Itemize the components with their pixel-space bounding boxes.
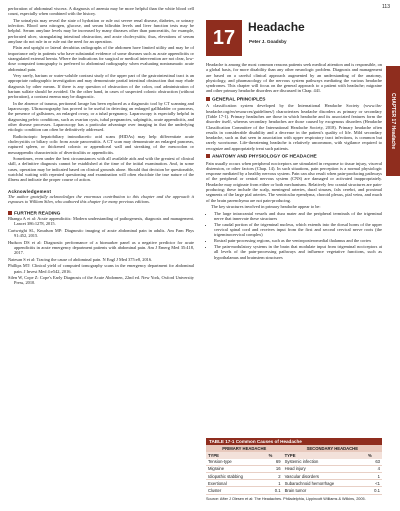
- table-cell: 1: [267, 480, 283, 487]
- table-row: [206, 487, 382, 494]
- table-cell: Migraine: [206, 465, 267, 472]
- table-cell: 16: [267, 465, 283, 472]
- section-square-icon: [8, 211, 12, 215]
- body-paragraph: The urinalysis may reveal the state of hydration or rule out severe renal disease, diabetes, or urinary infection. Blood urea nitrogen, glucose, and serum bilirubin levels and liver function tests may be helpful. Serum amylase levels may be increased by many diseases other than pancreatitis, for example, perforated ulcer, strangulating intestinal obstruction, and acute cholecystitis; thus, elevations of serum amylase do not rule in or rule out the need for an operation.: [8, 17, 194, 44]
- table-cell: Idiopathic stabbing: [206, 472, 267, 479]
- table-cell: 63: [366, 459, 382, 466]
- acknowledgement-heading: Acknowledgement: [8, 188, 52, 194]
- bullet-item: • Rostral pain-processing regions, such as the ventroposteromedial thalamus and the cortex: [214, 238, 382, 243]
- section-square-icon: [206, 154, 210, 158]
- table-cell: 0.1: [366, 487, 382, 494]
- left-column: [8, 6, 194, 287]
- table-row: [206, 472, 382, 479]
- reference-item: Phillips MT: Clinical yield of computed tomography scans in the emergency department for abdominal pain. J Invest Med 4:e542, 2016.: [8, 263, 194, 274]
- table-cell: Tension-type: [206, 459, 267, 466]
- table-grid: [206, 445, 382, 495]
- body-paragraph: perforation of abdominal viscera. A diagnosis of anemia may be more helpful than the white blood cell count, especially when combined with the history.: [8, 6, 194, 17]
- body-paragraph: Radioisotopic hepatobiliary iminodiacetic acid scans (HIDAs) may help differentiate acute cholecystitis or biliary colic from acute pancreatitis. A CT scan may demonstrate an enlarged pancreas, ruptured spleen, or thickened colonic or appendiceal wall and streaking of the mesocolon or mesoappendix characteristic of diverticulitis or appendicitis.: [8, 133, 194, 155]
- chapter-side-tab: CHAPTER 17 Headache: [386, 66, 400, 176]
- table-col-pct: %: [267, 452, 283, 459]
- table-cell: Vascular disorders: [283, 472, 366, 479]
- table-cell: 1: [366, 472, 382, 479]
- table-cell: 0.1: [267, 487, 283, 494]
- general-principles-text: A classification system developed by the International Headache Society (www.ihs-headache.org/en/resources/guidelines/) characterizes headache disorders as primary or secondary (Table 17-1). Primary headaches are those in which headache and its associated features form the disorder itself, whereas secondary headaches are those caused by exogenous disorders (Headache Classification Committee of the International Headache Society, 2018). Primary headache often results in considerable disability and a decrease in the patient's quality of life. Mild secondary headache, such as that seen in association with upper respiratory tract infections, is common but rarely worrisome. Life-threatening headache is relatively uncommon, with vigilance required to recognize and appropriately treat such patients.: [206, 103, 382, 151]
- anatomy-heading: [206, 154, 382, 160]
- table-source: Source: After J Olesen et al: The Headaches. Philadelphia, Lippincott Williams & Wilkins, 2005.: [206, 496, 366, 501]
- table-row: [206, 465, 382, 472]
- table-cell: 69: [267, 459, 283, 466]
- table-cell: 2: [267, 472, 283, 479]
- anatomy-lead: The key structures involved in primary headache appear to be:: [211, 204, 321, 210]
- table-row: [206, 480, 382, 487]
- reference-item: Hudson DS et al: Diagnostic performance of a biomarker panel as a negative predictor for acute appendicitis in acute emergency department patients with abdominal pain. Am J Emerg Med 35:418, 2017.: [8, 239, 194, 256]
- section-square-icon: [206, 97, 210, 101]
- right-column: [206, 62, 382, 261]
- table-col-type: TYPE: [283, 452, 366, 459]
- headache-causes-table: [206, 438, 382, 501]
- bullet-item: • The pain-modulatory systems in the brain that modulate input from trigeminal nociceptors at all levels of the pain-processing pathways and influence vegetative functions, such as hypothalamus and brainstem structures: [214, 244, 382, 260]
- table-cell: Systemic infection: [283, 459, 366, 466]
- body-paragraph: Very rarely, barium or water-soluble contrast study of the upper part of the gastrointestinal tract is an appropriate radiographic investigation and may demonstrate partial intestinal obstruction that may elude diagnosis by other means. If there is any question of obstruction of the colon, oral administration of barium sulfate should be avoided. On the other hand, in cases of suspected colonic obstruction (without perforation), a contrast enema may be diagnostic.: [8, 73, 194, 100]
- bullet-item: • The caudal portion of the trigeminal nucleus, which extends into the dorsal horns of the upper cervical spinal cord and receives input from the first and second cervical nerve roots (the trigeminocervical complex): [214, 222, 382, 238]
- body-paragraph: In the absence of trauma, peritoneal lavage has been replaced as a diagnostic tool by CT scanning and laparoscopy. Ultrasonography has proved to be useful in detecting an enlarged gallbladder or pancreas, the presence of gallstones, an enlarged ovary, or a tubal pregnancy. Laparoscopy is especially helpful in diagnosing pelvic conditions, such as ovarian cysts, tubal pregnancies, salpingitis, acute appendicitis, and other disease processes. Laparoscopy has a particular advantage over imaging in that the underlying etiologic condition can often be definitively addressed.: [8, 100, 194, 133]
- general-principles-heading: [206, 97, 382, 103]
- further-reading-title: FURTHER READING: [14, 210, 61, 216]
- body-paragraph: Sometimes, even under the best circumstances with all available aids and with the greatest of clinical skill, a definitive diagnosis cannot be established at the time of the initial examination. And, in some cases, operation may be indicated based on clinical grounds alone. Should that decision be questionable, watchful waiting with repeated questioning and examination will often elucidate the true nature of the illness and indicate the proper course of action.: [8, 156, 194, 183]
- table-cell: Subarachnoid hemorrhage: [283, 480, 366, 487]
- table-title: TABLE 17-1 Common Causes of Headache: [206, 438, 382, 445]
- table-cell: Cluster: [206, 487, 267, 494]
- body-paragraph: Plain and upright or lateral decubitus radiographs of the abdomen have limited utility and may be of importance only in patients who have substantial evidence of some diseases such as acute appendicitis or strangulated external hernia. Where the indications for surgical or medical intervention are not clear, low-dose computed tomography is preferred to abdominal radiography when evaluating nontraumatic acute abdominal pain.: [8, 45, 194, 72]
- table-cell: Head injury: [283, 465, 366, 472]
- anatomy-text: Pain usually occurs when peripheral nociceptors are stimulated in response to tissue injury, visceral distension, or other factors (Chap. 14). In such situations, pain perception is a normal physiologic response mediated by a healthy nervous system. Pain can also result when pain-producing pathways of the peripheral or central nervous system (CNS) are damaged or activated inappropriately. Headache may originate from either or both mechanisms. Relatively few cranial structures are pain-producing; these include the scalp, meningeal arteries, dural sinuses, falx cerebri, and proximal segments of the large pial arteries. The ventricular ependyma, choroid plexus, pial veins, and much of the brain parenchyma are not pain-producing.: [206, 160, 382, 203]
- table-cell: Exertional: [206, 480, 267, 487]
- table-row: [206, 459, 382, 466]
- intro-paragraph: Headache is among the most common reasons patients seek medical attention and is responsible, on a global basis, for more disability than any other neurologic problem. Diagnosis and management are based on a careful clinical approach augmented by an understanding of the anatomy, physiology, and pharmacology of the nervous system pathways mediating the various headache syndromes. This chapter will focus on the general approach to a patient with headache; migraine and other primary headache disorders are discussed in Chap. 441.: [206, 62, 382, 94]
- table-cell: Brain tumor: [283, 487, 366, 494]
- acknowledgement-text: The author gratefully acknowledges the enormous contribution to this chapter and the approach it espouses to William Silen, who authored this chapter for many previous editions.: [8, 193, 194, 205]
- general-principles-title: GENERAL PRINCIPLES: [212, 97, 266, 103]
- anatomy-title: ANATOMY AND PHYSIOLOGY OF HEADACHE: [212, 154, 317, 160]
- table-cell: <1: [366, 480, 382, 487]
- table-col-pct: %: [366, 452, 382, 459]
- page-number: 113: [382, 4, 390, 10]
- chapter-title: Headache: [248, 20, 305, 34]
- reference-item: Bhangu A et al: Acute appendicitis: Modern understanding of pathogenesis, diagnosis and management. Lancet 386:1278, 2015.: [8, 216, 194, 227]
- reference-item: Natesan S et al: Tracing the cause of abdominal pain. N Engl J Med 375:e8, 2016.: [8, 256, 153, 262]
- reference-item: Silen W, Cope Z: Cope's Early Diagnosis of the Acute Abdomen, 22nd ed. New York, Oxford University Press, 2010.: [8, 274, 194, 286]
- chapter-author: Peter J. Goadsby: [249, 39, 287, 44]
- table-group-secondary: SECONDARY HEADACHE: [283, 445, 382, 452]
- table-col-type: TYPE: [206, 452, 267, 459]
- table-cell: 4: [366, 465, 382, 472]
- bullet-item: • The large intracranial vessels and dura mater and the peripheral terminals of the trigeminal nerve that innervate these structures: [214, 211, 382, 222]
- reference-item: Cartwright SL, Knudson MP: Diagnostic imaging of acute abdominal pain in adults. Am Fam Phys 91:452, 2015.: [8, 227, 194, 239]
- table-group-primary: PRIMARY HEADACHE: [206, 445, 283, 452]
- anatomy-bullet-list: [206, 211, 382, 260]
- chapter-number-box: 17: [206, 20, 242, 56]
